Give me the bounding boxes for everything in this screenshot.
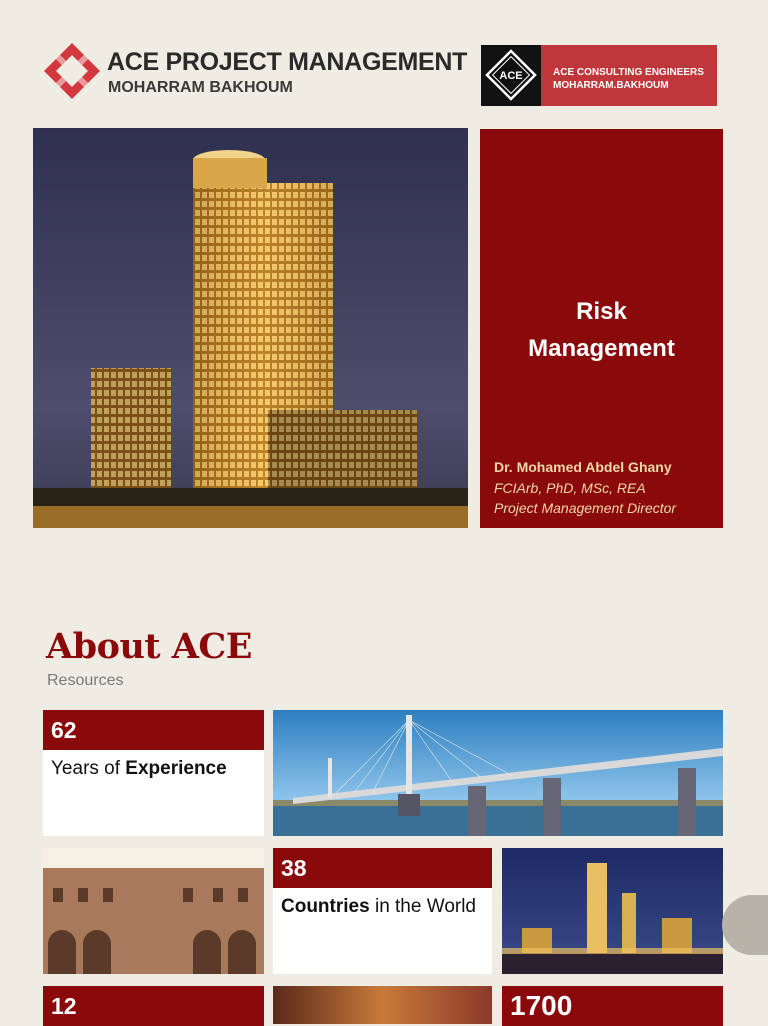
stat-countries-label — [273, 888, 492, 974]
city-night-photo — [273, 986, 492, 1024]
author-credentials: FCIArb, PhD, MSc, REA — [494, 480, 646, 496]
ace-emblem-icon — [481, 45, 541, 106]
ace-pm-logo-icon — [44, 43, 100, 99]
stat-years-number: 62 — [43, 710, 264, 750]
stat-countries-number: 38 — [273, 848, 492, 888]
stat-1700-number: 1700 — [502, 986, 723, 1026]
ace-emblem-text: ACE — [499, 70, 523, 82]
author-name: Dr. Mohamed Abdel Ghany — [494, 459, 672, 475]
stat-years-label — [43, 750, 264, 836]
courtyard-building-photo — [43, 848, 264, 974]
industrial-plant-photo — [502, 848, 723, 974]
title-panel — [480, 129, 723, 528]
stat-years-pre: Years of — [51, 758, 126, 779]
brand-title: ACE PROJECT MANAGEMENT — [107, 48, 468, 76]
author-role: Project Management Director — [494, 500, 677, 516]
presentation-title: Risk Management — [528, 298, 675, 362]
stat-years-bold: Experience — [125, 758, 227, 779]
consulting-line1: ACE CONSULTING ENGINEERS — [553, 67, 704, 78]
consulting-line2: MOHARRAM.BAKHOUM — [553, 80, 669, 91]
decorative-shape — [722, 895, 768, 955]
about-heading: About ACE — [46, 626, 252, 667]
stat-countries-post: in the World — [369, 896, 476, 917]
brand-subtitle: MOHARRAM BAKHOUM — [108, 79, 293, 96]
hotel-tower-photo — [33, 128, 468, 528]
stat-12-number: 12 — [43, 986, 264, 1026]
ace-consulting-logo — [481, 45, 717, 106]
about-subheading: Resources — [47, 672, 124, 689]
ace-emblem — [481, 45, 541, 106]
stat-countries-bold: Countries — [281, 896, 370, 917]
cable-bridge-photo — [273, 710, 723, 836]
